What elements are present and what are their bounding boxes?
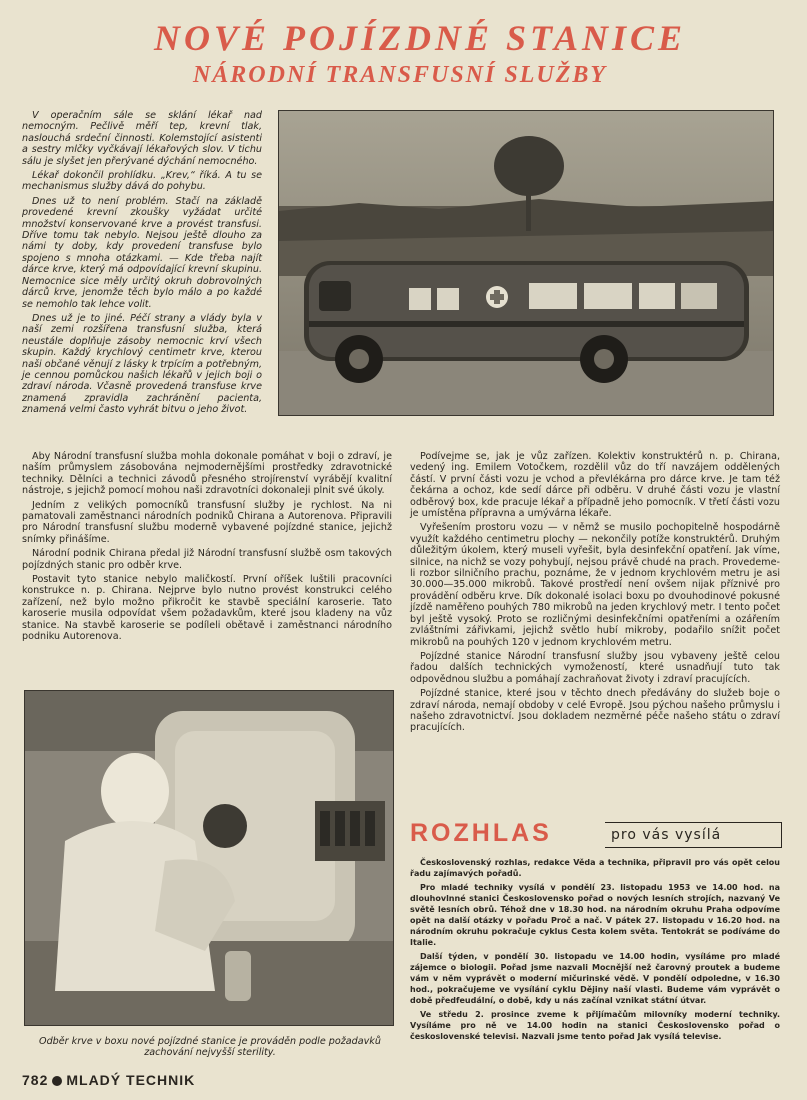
article-title: NOVÉ POJÍZDNÉ STANICE: [153, 18, 687, 58]
body-paragraph: Pojízdné stanice, které jsou v těchto dnech předávány do služeb boje o zdraví národa, nemají obdoby v celé Evropě. Jsou pýchou našeho průmyslu i našeho zdravotnictví. Jsou dokladem nezměrné péče našeho státu o zdraví pracujících.: [410, 688, 780, 734]
body-paragraph: Aby Národní transfusní služba mohla dokonale pomáhat v boji o zdraví, je naším průmyslem zásobována nejmodernějšími prostředky zdravotnické techniky. Dělníci a technici závodů přesného strojírenství vyrábějí kvalitní nástroje, s jejichž pomocí mohou naši zdravotníci dokonaleji plnit své úkoly.: [22, 451, 392, 497]
intro-paragraph: V operačním sále se sklání lékař nad nemocným. Pečlivě měří tep, krevní tlak, naslouchá srdeční činnosti. Kolemstojící asistenti a sestry mlčky vyčkávají lékařových slov. V tichu sálu je slyšet jen přerývané dýchání nemocného.: [22, 110, 262, 167]
intro-paragraph: Dnes už to není problém. Stačí na základě provedené krevní zkoušky vyžádat určité množství konservované krve a provést transfusi. Dříve tomu tak nebylo. Nejsou ještě dlouho za námi ty doby, kdy provedení transfuse bylo spojeno s mnoha otázkami. — Kde třeba najít dárce krve, který má odpovídající krevní skupinu. Nemocnice sice měly určitý okruh dobrovolných dárců krve, jenomže těch bylo málo a po každé se nemohlo tak lehce volit.: [22, 195, 262, 310]
intro-paragraph: Dnes už je to jiné. Péčí strany a vlády byla v naší zemi rozšířena transfusní služba, která neustále doplňuje zásoby nemocnic krví všech skupin. Každý krychlový centimetr krve, kterou naši občané věnují z lásky k trpícím a potřebným, je cennou pomůckou našich lékařů v jejich boji o zdraví národa. Včasně provedená transfuse krve znamená zpravidla zachránění pacienta, znamená velmi často vyhrát bitvu o jeho život.: [22, 312, 262, 416]
body-paragraph: Podívejme se, jak je vůz zařízen. Kolektiv konstruktérů n. p. Chirana, vedený ing. Emilem Votočkem, rozdělil vůz do tří navzájem oddělených částí. V první části vozu je vchod a převlékárna pro dárce krve. Je tam též čekárna a ochoz, kde sedí dárce při odběru. V druhé části vozu je vlastní odběrový box, kde pracuje lékař a případně jeho pomocník. V třetí části vozu je umístěna přípravna a umývárna lékaře.: [410, 451, 780, 520]
body-paragraph: Národní podnik Chirana předal již Národní transfusní službě osm takových pojízdných stanic pro odběr krve.: [22, 548, 392, 571]
rozhlas-heading: ROZHLAS: [410, 819, 552, 847]
body-paragraph: Vyřešením prostoru vozu — v němž se musilo pochopitelně hospodárně využít každého centimetru plochy — nekončily potíže konstruktérů. Druhým důležitým úkolem, který museli vyřešit, byla desinfekční opatření. Jak víme, silnice, na nichž se vozy pohybují, nejsou právě chudé na prach. Provedeme-li rozbor silničního prachu, poznáme, že v jednom krychlovém metru je asi 30.000—35.000 mikrobů. Takové prostředí není ovšem nijak příznivé pro provádění odběru krve. Dík dokonalé isolaci boxu po dvouhodinové pokusné jízdě naměřeno pouhých 780 mikrobů na jeden krychlový metr. I tento počet byl ještě vysoký. Proto se rozličnými desinfekčními opatřeními a ozářením zvláštními zářivkami, jejichž světlo hubí mikroby, podařilo snížit počet mikrobů na pouhých 120 v jednom krychlovém metru.: [410, 522, 780, 648]
body-paragraph: Jedním z velikých pomocníků transfusní služby je rychlost. Na ni pamatovali zaměstnanci národních podniků Chirana a Autorenova. Připravili pro Národní transfusní službu moderně vybavené pojízdné stanice, jejichž snímky přinášíme.: [22, 499, 392, 545]
page-number: 782: [22, 1072, 49, 1088]
intro-paragraph: Lékař dokončil prohlídku. „Krev,“ říká. A tu se mechanismus služby dává do pohybu.: [22, 170, 262, 193]
interior-photo-caption: Odběr krve v boxu nové pojízdné stanice je prováděn podle požadavků zachování nejvyšší sterility.: [39, 1036, 381, 1058]
rozhlas-subheading: pro vás vysílá: [605, 822, 782, 848]
article-subtitle: NÁRODNÍ TRANSFUSNÍ SLUŽBY: [192, 62, 608, 88]
right-column: [410, 451, 780, 737]
intro-column: [22, 110, 262, 419]
rozhlas-paragraph: Ve středu 2. prosince zveme k přijímačům milovníky moderní techniky. Vysíláme pro ně ve 14.00 hodin na stanici Československo pořad o československé televisi. Nazvali jsme tento pořad Jak vysílá televise.: [410, 1010, 780, 1041]
magazine-name: MLADÝ TECHNIK: [66, 1072, 196, 1088]
rozhlas-paragraph: Další týden, v pondělí 30. listopadu ve 14.00 hodin, vysíláme pro mladé zájemce o biologii. Pořad jsme nazvali Mocnější než čarovný proutek a budeme vám v něm vyprávět o moderní mičurinské vědě. V pondělí odpoledne, v 16.30 hod., pokračujeme ve vysílání cyklu Dějiny naší vlasti. Budeme vám vyprávět o době předfeudální, o době, kdy u nás začínal vznikat státní útvar.: [410, 952, 780, 1005]
bus-photo: [278, 110, 774, 416]
rozhlas-header: [410, 818, 780, 850]
rozhlas-paragraph: Československý rozhlas, redakce Věda a technika, připravil pro vás opět celou řadu zajímavých pořadů.: [410, 858, 780, 878]
left-column: [22, 451, 392, 646]
rozhlas-body: [410, 857, 780, 1045]
rozhlas-paragraph: Pro mladé techniky vysílá v pondělí 23. listopadu 1953 ve 14.00 hod. na dlouhovlnné stanici Československo pořad o nových lesních strojích, nazvaný Ve světě lesních obrů. Téhož dne v 18.30 hod. na národním okruhu Praha odpovíme opět na další otázky v pořadu Proč a nač. V pátek 27. listopadu v 16.20 hod. na národním okruhu pokračuje cyklus Cesta kolem světa. Tentokrát se podíváme do Italie.: [410, 883, 780, 947]
interior-illustration: [25, 691, 393, 1025]
page-footer: [22, 1072, 195, 1088]
body-paragraph: Postavit tyto stanice nebylo maličkostí. První oříšek luštili pracovníci konstrukce n. p. Chirana. Nejprve bylo nutno provést konstrukci celého zařízení, než bylo možno přikročit ke stavbě speciální karoserie. Tato karoserie musila odpovídat všem požadavkům, které jsou kladeny na vůz stanice. Na stavbě karoserie se podíleli obětavě i zaměstnanci národního podniku Autorenova.: [22, 574, 392, 643]
body-paragraph: Pojízdné stanice Národní transfusní služby jsou vybaveny ještě celou řadou dalších technických vymožeností, které usnadňují tuto tak odpovědnou službu a pomáhají zachraňovat životy i zdraví pracujících.: [410, 650, 780, 685]
interior-photo: [24, 690, 394, 1026]
bus-illustration: [279, 111, 773, 415]
bullet-icon: [52, 1076, 62, 1086]
